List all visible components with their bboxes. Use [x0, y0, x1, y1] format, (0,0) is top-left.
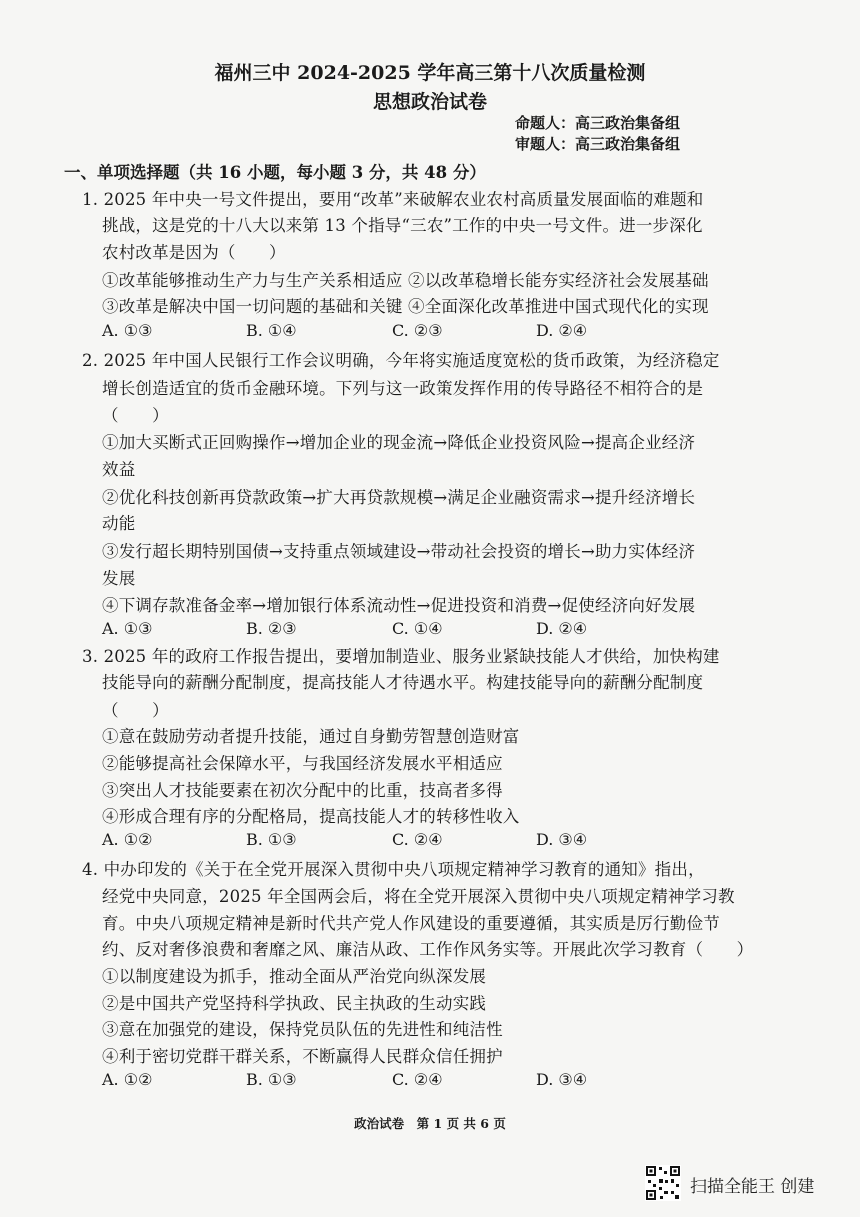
choice-d: D. ②④: [536, 619, 588, 638]
choice-b: B. ①④: [246, 321, 297, 340]
choice-a: A. ①③: [102, 619, 153, 638]
q4-option: ④利于密切党群干群关系，不断赢得人民群众信任拥护: [102, 1047, 503, 1066]
section-heading: 一、单项选择题（共 16 小题，每小题 3 分，共 48 分）: [64, 163, 486, 182]
q2-option: ②优化科技创新再贷款政策→扩大再贷款规模→满足企业融资需求→提升经济增长: [102, 488, 696, 507]
choice-a: A. ①②: [102, 830, 153, 849]
choice-d: D. ③④: [536, 830, 588, 849]
q3-option: ④形成合理有序的分配格局，提高技能人才的转移性收入: [102, 807, 520, 826]
q1-option: ①改革能够推动生产力与生产关系相适应 ②以改革稳增长能夯实经济社会发展基础: [102, 271, 709, 290]
scanner-watermark: 扫描全能王 创建: [690, 1177, 815, 1197]
q4-stem: 育。中央八项规定精神是新时代共产党人作风建设的重要遵循，其实质是厉行勤俭节: [102, 914, 720, 933]
choice-a: A. ①②: [102, 1070, 153, 1089]
q3-stem: 技能导向的薪酬分配制度，提高技能人才待遇水平。构建技能导向的薪酬分配制度: [102, 673, 704, 692]
choice-c: C. ①④: [392, 619, 443, 638]
q3-stem: （ ）: [102, 701, 169, 720]
q2-option: ①加大买断式正回购操作→增加企业的现金流→降低企业投资风险→提高企业经济: [102, 433, 696, 452]
q4-stem: 约、反对奢侈浪费和奢靡之风、廉洁从政、工作作风务实等。开展此次学习教育（ ）: [102, 940, 754, 959]
q2-option: 发展: [102, 569, 136, 588]
q4-option: ②是中国共产党坚持科学执政、民主执政的生动实践: [102, 994, 487, 1013]
q1-choices: [102, 321, 742, 343]
q1-stem: 1. 2025 年中央一号文件提出，要用“改革”来破解农业农村高质量发展面临的难题和: [82, 190, 704, 209]
q2-stem: （ ）: [102, 406, 169, 425]
q3-stem: 3. 2025 年的政府工作报告提出，要增加制造业、服务业紧缺技能人才供给，加快构建: [82, 647, 720, 666]
q2-stem: 2. 2025 年中国人民银行工作会议明确，今年将实施适度宽松的货币政策，为经济稳定: [82, 351, 720, 370]
q4-choices: [102, 1070, 742, 1092]
q3-option: ③突出人才技能要素在初次分配中的比重，技高者多得: [102, 781, 503, 800]
q4-stem: 4. 中办印发的《关于在全党开展深入贯彻中央八项规定精神学习教育的通知》指出，: [82, 860, 705, 879]
q2-choices: [102, 619, 742, 641]
q4-option: ③意在加强党的建设，保持党员队伍的先进性和纯洁性: [102, 1020, 503, 1039]
choice-c: C. ②④: [392, 830, 443, 849]
q1-stem: 挑战，这是党的十八大以来第 13 个指导“三农”工作的中央一号文件。进一步深化: [102, 216, 703, 235]
choice-d: D. ②④: [536, 321, 588, 340]
qr-code-icon: [645, 1165, 681, 1201]
q1-option: ③改革是解决中国一切问题的基础和关键 ④全面深化改革推进中国式现代化的实现: [102, 297, 709, 316]
q3-option: ②能够提高社会保障水平，与我国经济发展水平相适应: [102, 754, 503, 773]
choice-c: C. ②④: [392, 1070, 443, 1089]
q2-stem: 增长创造适宜的货币金融环境。下列与这一政策发挥作用的传导路径不相符合的是: [102, 379, 704, 398]
choice-b: B. ①③: [246, 830, 297, 849]
exam-title: 福州三中 2024-2025 学年高三第十八次质量检测: [214, 62, 646, 84]
q4-option: ①以制度建设为抓手，推动全面从严治党向纵深发展: [102, 967, 487, 986]
q3-choices: [102, 830, 742, 852]
exam-subtitle: 思想政治试卷: [372, 91, 487, 113]
q2-option: ③发行超长期特别国债→支持重点领域建设→带动社会投资的增长→助力实体经济: [102, 542, 696, 561]
q2-option: 效益: [102, 460, 136, 479]
reviewer-line: 审题人：高三政治集备组: [515, 135, 681, 153]
q2-option: 动能: [102, 514, 136, 533]
choice-b: B. ①③: [246, 1070, 297, 1089]
q3-option: ①意在鼓励劳动者提升技能，通过自身勤劳智慧创造财富: [102, 727, 520, 746]
choice-b: B. ②③: [246, 619, 297, 638]
q1-stem: 农村改革是因为（ ）: [102, 243, 286, 262]
q4-stem: 经党中央同意，2025 年全国两会后，将在全党开展深入贯彻中央八项规定精神学习教: [102, 887, 735, 906]
choice-a: A. ①③: [102, 321, 153, 340]
q2-option: ④下调存款准备金率→增加银行体系流动性→促进投资和消费→促使经济向好发展: [102, 596, 696, 615]
choice-d: D. ③④: [536, 1070, 588, 1089]
choice-c: C. ②③: [392, 321, 443, 340]
page-footer: 政治试卷 第 1 页 共 6 页: [354, 1116, 506, 1131]
author-line: 命题人：高三政治集备组: [515, 114, 681, 132]
